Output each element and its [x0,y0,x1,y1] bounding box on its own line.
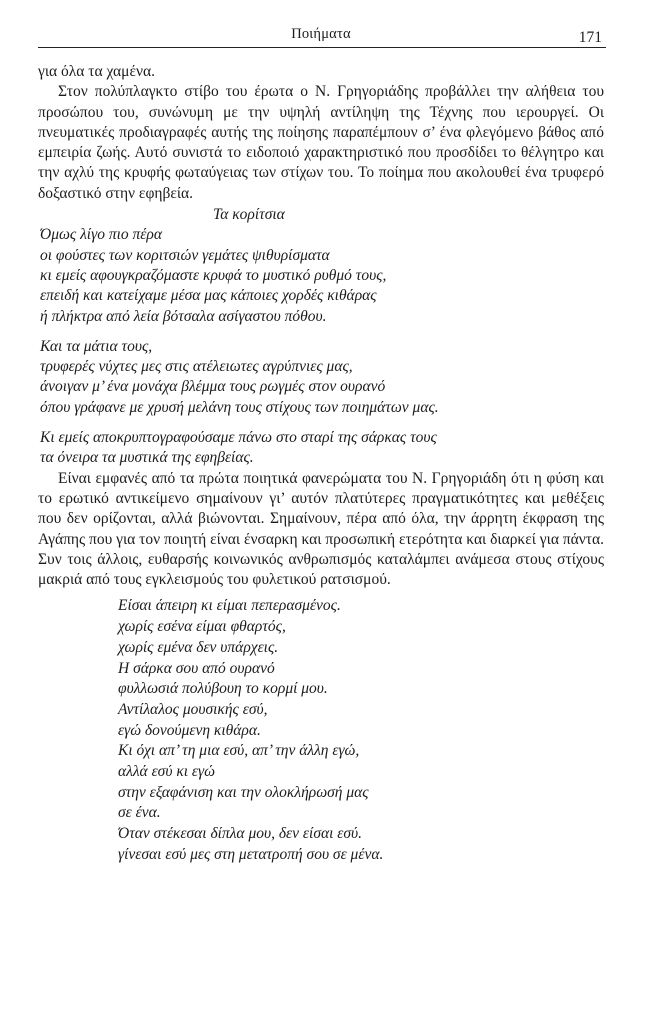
poem-line: Κι εμείς αποκρυπτογραφούσαμε πάνω στο σταρί της σάρκας τους [40,429,437,447]
poem-stanza [38,225,604,326]
poem-line: οι φούστες των κοριτσιών γεμάτες ψιθυρίσματα [40,246,330,264]
poem-stanza [38,337,604,418]
poem-korities [38,225,604,468]
poem-line: αλλά εσύ κι εγώ [118,763,215,781]
paragraph-continuation: για όλα τα χαμένα. [38,63,155,80]
poem-line: Και τα μάτια τους, [40,337,153,355]
poem-line: χωρίς εσένα είμαι φθαρτός, [118,618,286,636]
poem-line: Όμως λίγο πιο πέρα [40,226,162,244]
paragraph-intro: Στον πολύπλαγκτο στίβο του έρωτα ο Ν. Γρηγοριάδης προβάλλει την αλήθεια του προσώπου του, συνώνυμη με την υψηλή αντίληψη της Τέχνης που ιερουργεί. Οι πνευματικές προδιαγραφές αυτής της ποίησης παραπέμπουν σ’ ένα φλεγόμενο βάθος από εμπειρία ζωής. Αυτό συνιστά το ειδοποιό χαρακτηριστικό που προσδίδει το θέλγητρο και την αχλύ της κρυφής φωταύγειας των στίχων του. Το ποίημα που ακολουθεί ένα τρυφερό δοξαστικό στην εφηβεία. [38,83,604,202]
header-rule [38,47,606,48]
poem-line: χωρίς εμένα δεν υπάρχεις. [118,638,279,656]
page-body [38,62,604,866]
poem-line: εγώ δονούμενη κιθάρα. [118,721,261,739]
poem-line: Αντίλαλος μουσικής εσύ, [118,700,268,718]
poem-line: σε ένα. [118,804,161,822]
poem-line: τα όνειρα τα μυστικά της εφηβείας. [40,449,254,467]
poem-line: άνοιγαν μ’ ένα μονάχα βλέμμα τους ρωγμές στον ουρανό [40,378,386,396]
poem-line: Είσαι άπειρη κι είμαι πεπερασμένος. [118,597,341,615]
poem-line: κι εμείς αφουγκραζόμαστε κρυφά το μυστικό ρυθμό τους, [40,266,387,284]
poem-line: Η σάρκα σου από ουρανό [118,659,275,677]
poem-untitled [38,596,604,865]
paragraph-commentary: Είναι εμφανές από τα πρώτα ποιητικά φανερώματα του Ν. Γρηγοριάδη ότι η φύση και το ερωτικό αντικείμενο σημαίνουν γι’ αυτόν πλατύτερες πραγματικότητες και μεθέξεις που δεν ορίζονται, αλλά βιώνονται. Σημαίνουν, πέρα από όλα, την άρρητη έκφραση της Αγάπης που για τον ποιητή είναι ένσαρκη και προσωπική ετερότητα και διαρκεί για πάντα. Συν τοις άλλοις, ευθαρσής κοινωνικός ανθρωπισμός καταλάμπει ανάμεσα στους στίχους μακριά από τους εγκλεισμούς του φυλετικού ρατσισμού. [38,469,604,589]
poem-line: τρυφερές νύχτες μες στις ατέλειωτες αγρύπνιες μας, [40,358,353,376]
poem-line: στην εξαφάνιση και την ολοκλήρωσή μας [118,783,369,801]
page-number: 171 [578,29,602,46]
poem-line: γίνεσαι εσύ μες στη μετατροπή σου σε μένα. [118,845,384,863]
poem-line: Κι όχι απ’ τη μια εσύ, απ’ την άλλη εγώ, [118,742,360,760]
poem-line: Όταν στέκεσαι δίπλα μου, δεν είσαι εσύ. [118,825,363,843]
running-head: Ποιήματα [291,26,351,42]
poem-line: επειδή και κατείχαμε μέσα μας κάποιες χορδές κιθάρας [40,287,377,305]
poem-line: όπου γράφανε με χρυσή μελάνη τους στίχους των ποιημάτων μας. [40,398,439,416]
poem-line: ή πλήκτρα από λεία βότσαλα ασίγαστου πόθου. [40,307,327,325]
poem-stanza [38,428,604,469]
poem-line: φυλλωσιά πολύβουη το κορμί μου. [118,680,328,698]
poem-title: Τα κορίτσια [213,206,285,224]
